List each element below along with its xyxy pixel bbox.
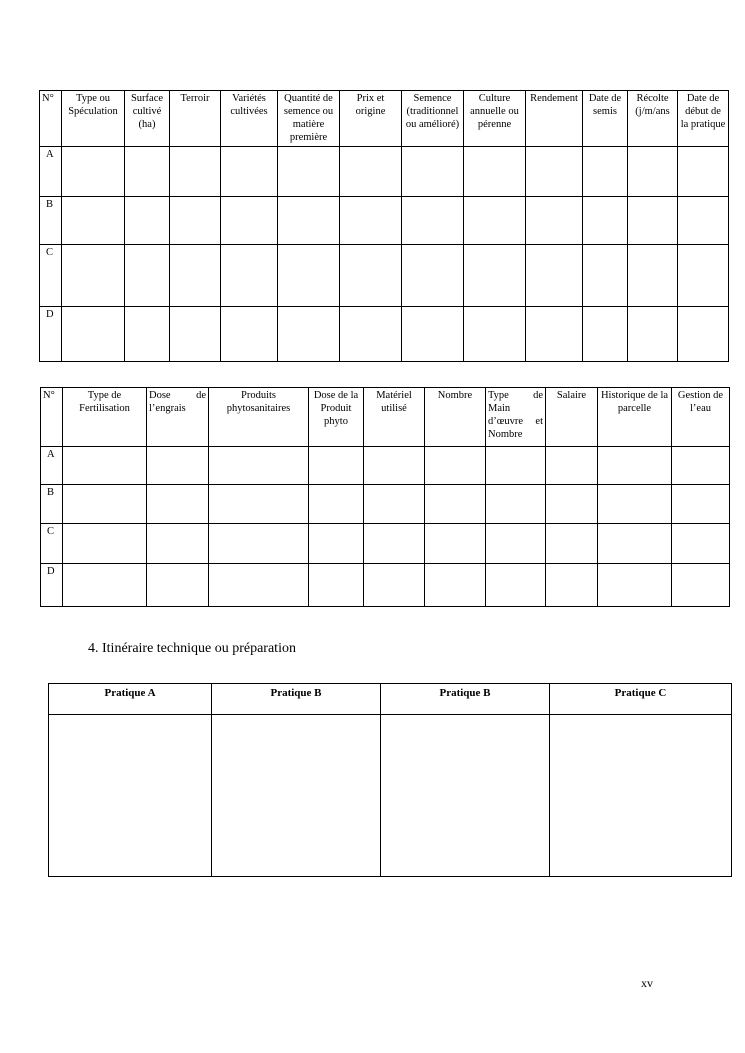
table-cell[interactable] [63,447,147,485]
header-date-debut: Date de début de la pratique [678,91,729,147]
table-row [40,147,729,197]
page-number: xv [641,976,653,990]
table-cell[interactable] [464,197,526,245]
table-cell[interactable] [598,524,672,564]
table-cell[interactable] [147,485,209,524]
table-cell[interactable] [63,564,147,607]
table-cell[interactable] [278,147,340,197]
row-label: A [40,147,62,197]
table-cell[interactable] [550,715,732,877]
table-cell[interactable] [209,485,309,524]
header-prix-origine: Prix et origine [340,91,402,147]
table-cell[interactable] [628,307,678,362]
row-label: B [41,485,63,524]
table-cell[interactable] [546,524,598,564]
fertilisation-table [40,387,730,607]
table-cell[interactable] [583,307,628,362]
table-cell[interactable] [309,485,364,524]
table-cell[interactable] [526,147,583,197]
table-cell[interactable] [209,564,309,607]
table-cell[interactable] [278,197,340,245]
table-row [41,447,730,485]
row-label: D [41,564,63,607]
header-historique: Historique de la parcelle [598,388,672,447]
table-cell[interactable] [125,197,170,245]
table-header-row [41,388,730,447]
table-cell[interactable] [147,447,209,485]
itineraire-table [48,683,732,877]
table-cell[interactable] [364,485,425,524]
row-label: C [41,524,63,564]
header-semence-type: Semence (traditionnel ou amélioré) [402,91,464,147]
table-row [49,715,732,877]
row-label: A [41,447,63,485]
table-cell[interactable] [546,447,598,485]
table-cell[interactable] [425,447,486,485]
table-cell[interactable] [147,564,209,607]
table-cell[interactable] [486,524,546,564]
table-cell[interactable] [678,197,729,245]
row-label: B [40,197,62,245]
header-dose-phyto: Dose de la Produit phyto [309,388,364,447]
table-cell[interactable] [486,564,546,607]
header-pratique-b-2: Pratique B [381,684,550,715]
table-cell[interactable] [170,147,221,197]
header-number: N° [40,91,62,147]
header-produits-phyto: Produits phytosanitaires [209,388,309,447]
header-type-fertilisation: Type de Fertilisation [63,388,147,447]
table-cell[interactable] [364,564,425,607]
table-cell[interactable] [381,715,550,877]
table-cell[interactable] [678,245,729,307]
table-cell[interactable] [464,245,526,307]
table-cell[interactable] [209,524,309,564]
table-cell[interactable] [62,147,125,197]
header-salaire: Salaire [546,388,598,447]
table-cell[interactable] [402,307,464,362]
header-dose-engrais: Dose de l’engrais [147,388,209,447]
table-cell[interactable] [583,245,628,307]
table-cell[interactable] [340,245,402,307]
table-cell[interactable] [425,564,486,607]
table-cell[interactable] [309,524,364,564]
header-quantite-semence: Quantité de semence ou matière première [278,91,340,147]
table-cell[interactable] [402,245,464,307]
table-cell[interactable] [402,147,464,197]
table-cell[interactable] [526,245,583,307]
table-cell[interactable] [672,485,730,524]
table-cell[interactable] [221,307,278,362]
table-cell[interactable] [221,245,278,307]
table-cell[interactable] [598,485,672,524]
table-cell[interactable] [628,245,678,307]
table-cell[interactable] [364,524,425,564]
table-row [40,197,729,245]
table-cell[interactable] [425,485,486,524]
crop-info-table [39,90,729,362]
table-cell[interactable] [212,715,381,877]
table-cell[interactable] [628,197,678,245]
header-culture-annuelle: Culture annuelle ou pérenne [464,91,526,147]
table-cell[interactable] [340,147,402,197]
table-cell[interactable] [62,307,125,362]
header-gestion-eau: Gestion de l’eau [672,388,730,447]
table-cell[interactable] [221,147,278,197]
table-cell[interactable] [63,485,147,524]
table-row [41,564,730,607]
table-cell[interactable] [672,447,730,485]
table-cell[interactable] [125,307,170,362]
section-heading: 4. Itinéraire technique ou préparation [88,641,296,656]
table-cell[interactable] [278,245,340,307]
table-cell[interactable] [170,197,221,245]
table-cell[interactable] [583,197,628,245]
header-materiel: Matériel utilisé [364,388,425,447]
table-cell[interactable] [170,307,221,362]
header-date-semis: Date de semis [583,91,628,147]
table-cell[interactable] [63,524,147,564]
header-terroir: Terroir [170,91,221,147]
table-cell[interactable] [546,485,598,524]
table-cell[interactable] [125,245,170,307]
table-cell[interactable] [340,197,402,245]
table-row [41,524,730,564]
header-main-oeuvre: Type de Main d’œuvre et Nombre [486,388,546,447]
table-cell[interactable] [147,524,209,564]
table-cell[interactable] [49,715,212,877]
header-recolte: Récolte (j/m/ans [628,91,678,147]
table-row [41,485,730,524]
table-cell[interactable] [526,197,583,245]
table-cell[interactable] [425,524,486,564]
header-pratique-a: Pratique A [49,684,212,715]
header-pratique-b: Pratique B [212,684,381,715]
row-label: D [40,307,62,362]
table-cell[interactable] [546,564,598,607]
table-cell[interactable] [309,447,364,485]
table-row [40,245,729,307]
table-cell[interactable] [526,307,583,362]
table-header-row [49,684,732,715]
table-cell[interactable] [125,147,170,197]
table-cell[interactable] [209,447,309,485]
table-row [40,307,729,362]
table-cell[interactable] [672,564,730,607]
table-cell[interactable] [486,485,546,524]
table-cell[interactable] [278,307,340,362]
table-cell[interactable] [672,524,730,564]
table-cell[interactable] [340,307,402,362]
table-cell[interactable] [486,447,546,485]
table-cell[interactable] [464,307,526,362]
table-cell[interactable] [170,245,221,307]
table-cell[interactable] [583,147,628,197]
header-pratique-c: Pratique C [550,684,732,715]
table-cell[interactable] [464,147,526,197]
header-surface: Surface cultivé (ha) [125,91,170,147]
table-cell[interactable] [62,197,125,245]
header-varietes: Variétés cultivées [221,91,278,147]
table-cell[interactable] [402,197,464,245]
header-rendement: Rendement [526,91,583,147]
table-cell[interactable] [309,564,364,607]
header-type-speculation: Type ou Spéculation [62,91,125,147]
table-cell[interactable] [678,307,729,362]
row-label: C [40,245,62,307]
header-number: N° [41,388,63,447]
table-cell[interactable] [628,147,678,197]
table-cell[interactable] [62,245,125,307]
header-nombre: Nombre [425,388,486,447]
table-header-row [40,91,729,147]
table-cell[interactable] [598,564,672,607]
table-cell[interactable] [221,197,278,245]
table-cell[interactable] [598,447,672,485]
table-cell[interactable] [678,147,729,197]
table-cell[interactable] [364,447,425,485]
